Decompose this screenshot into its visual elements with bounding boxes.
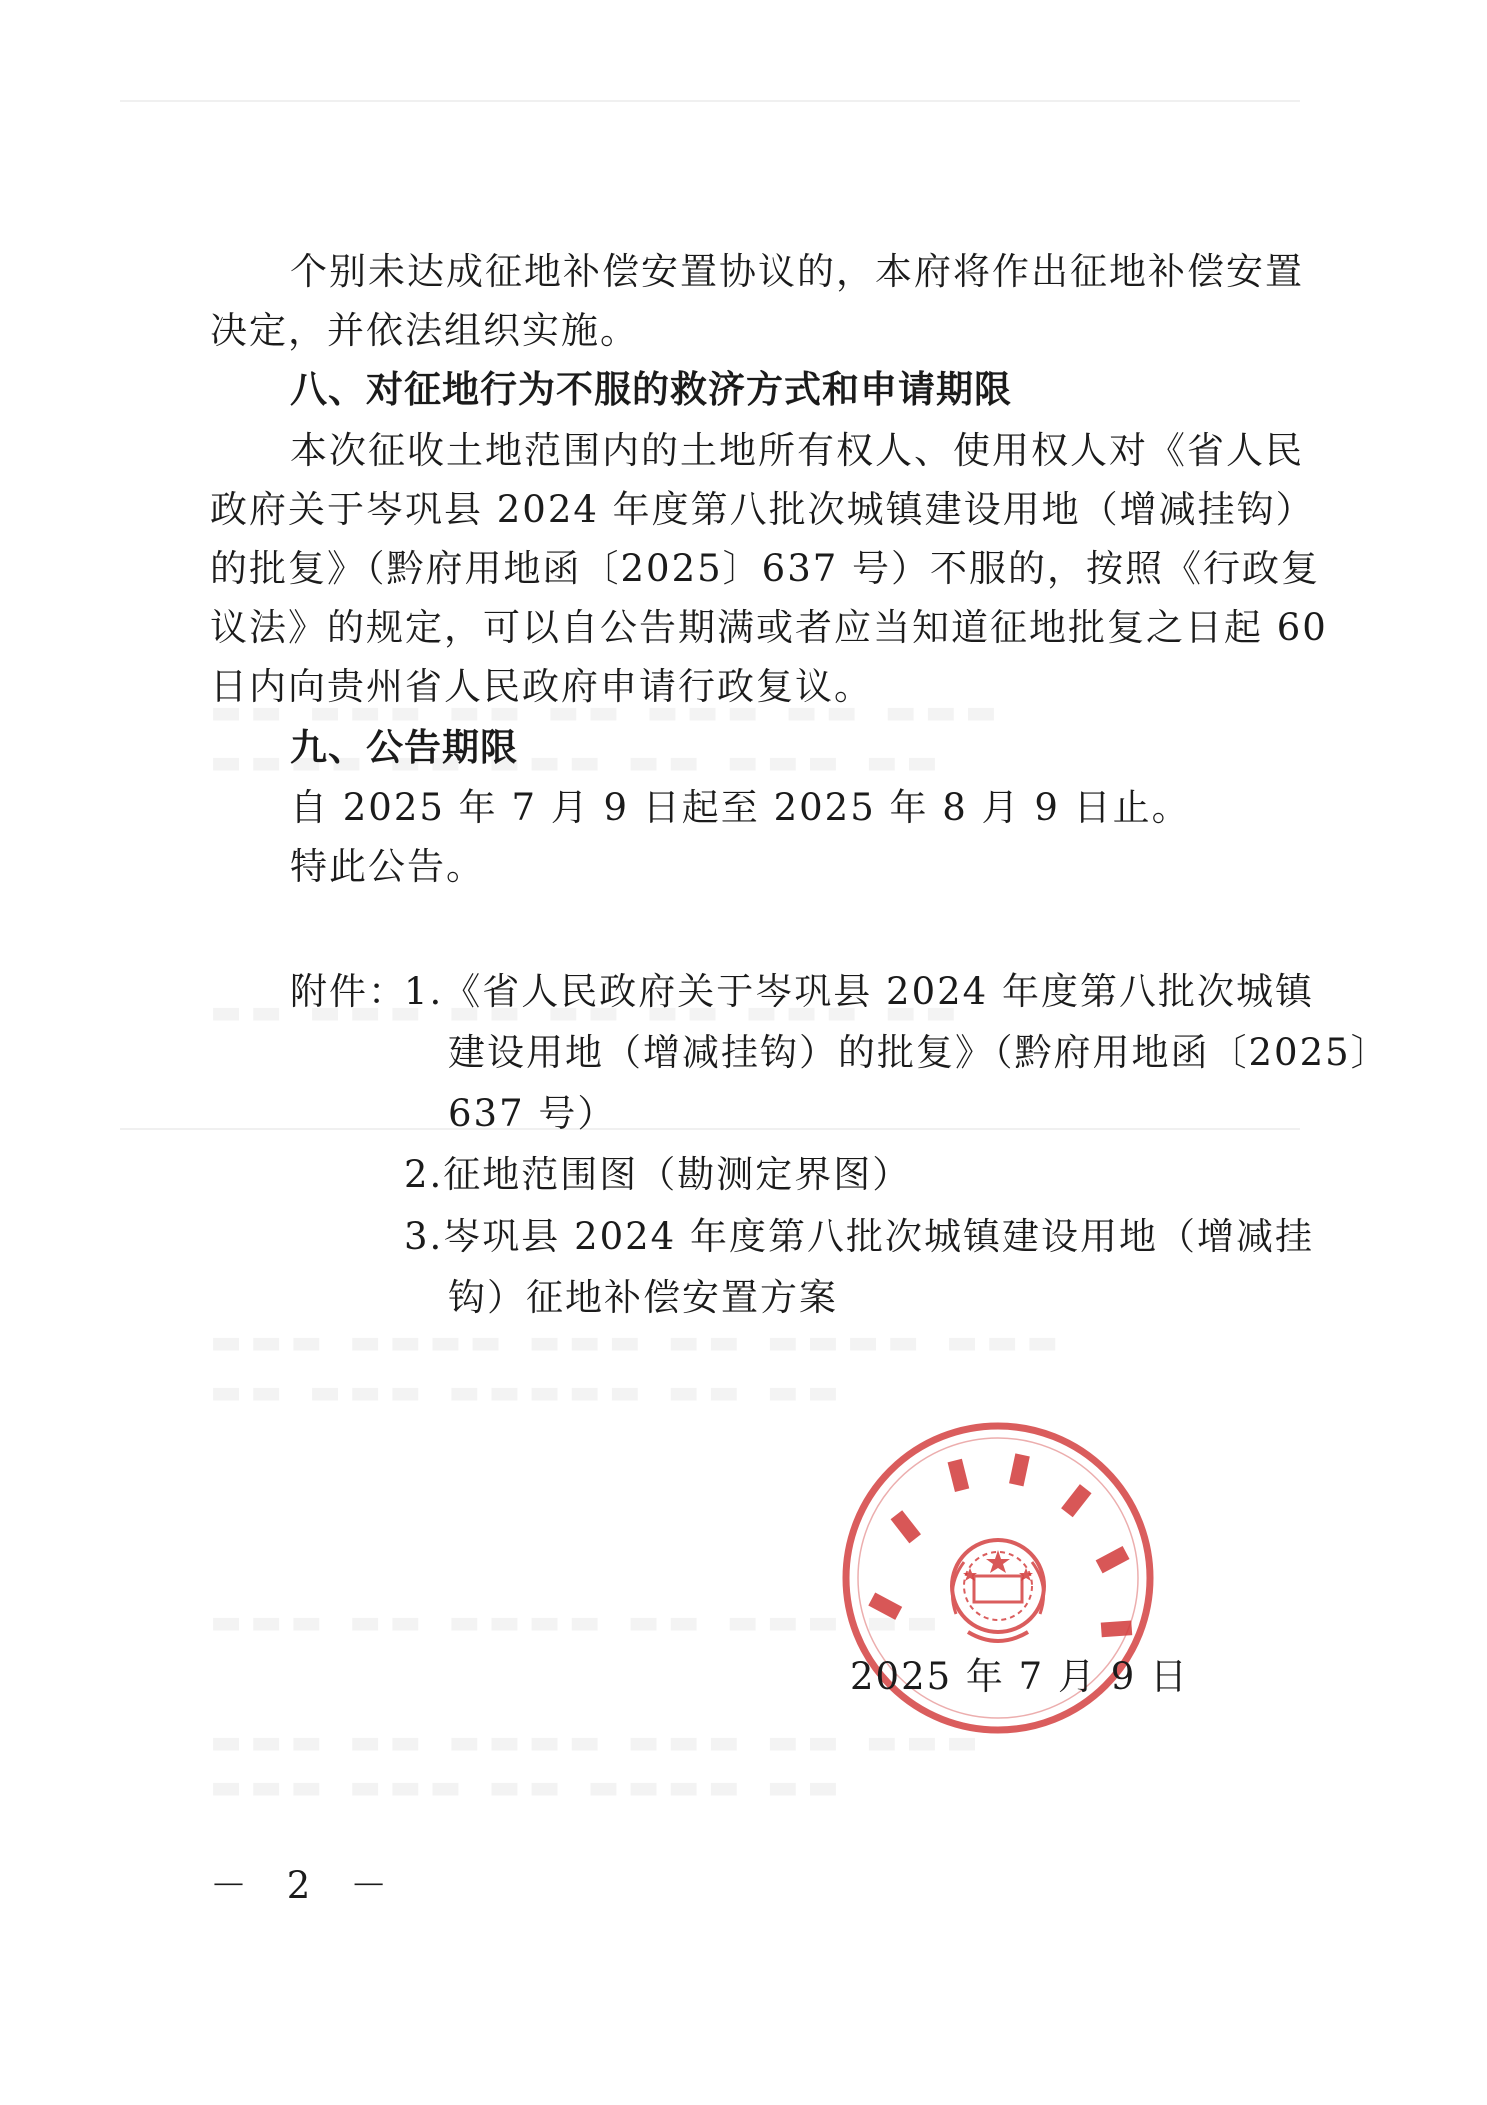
attachment-item-cont: 钩）征地补偿安置方案: [448, 1276, 838, 1319]
bleed-through-text: [210, 1320, 1270, 1364]
page-number: － 2 －: [210, 1864, 402, 1907]
body-line: 的批复》（黔府用地函〔2025〕637 号）不服的，按照《行政复: [210, 547, 1321, 590]
svg-text:▮: ▮: [881, 1499, 927, 1550]
attachment-item: 1.《省人民政府关于岑巩县 2024 年度第八批次城镇: [404, 970, 1314, 1013]
section-heading: 九、公告期限: [290, 726, 518, 769]
notice-period: 自 2025 年 7 月 9 日起至 2025 年 8 月 9 日止。: [290, 786, 1191, 829]
body-line: 日内向贵州省人民政府申请行政复议。: [210, 665, 873, 708]
section-heading: 八、对征地行为不服的救济方式和申请期限: [290, 368, 1012, 411]
body-line: 决定，并依法组织实施。: [210, 309, 639, 352]
svg-text:▮: ▮: [1089, 1538, 1141, 1580]
svg-text:▮: ▮: [1055, 1473, 1101, 1524]
body-line: 本次征收土地范围内的土地所有权人、使用权人对《省人民: [290, 429, 1304, 472]
scan-fold-line: [120, 1128, 1300, 1130]
bleed-through-text: [210, 1765, 1270, 1809]
bleed-through-text: [210, 1370, 1270, 1414]
attachment-item: 2.征地范围图（勘测定界图）: [404, 1153, 912, 1196]
attachments-label: 附件：: [290, 970, 407, 1013]
scan-fold-line: [120, 100, 1300, 102]
attachment-item-cont: 建设用地（增减挂钩）的批复》（黔府用地函〔2025〕: [448, 1031, 1390, 1074]
closing-text: 特此公告。: [290, 845, 485, 888]
svg-text:▮: ▮: [857, 1584, 909, 1626]
body-line: 个别未达成征地补偿安置协议的，本府将作出征地补偿安置: [290, 250, 1304, 293]
body-line: 政府关于岑巩县 2024 年度第八批次城镇建设用地（增减挂钩）: [210, 488, 1315, 531]
svg-text:▮: ▮: [1004, 1442, 1036, 1493]
svg-text:▮: ▮: [941, 1447, 975, 1498]
attachment-item-cont: 637 号）: [448, 1092, 617, 1135]
signature-date: 2025 年 7 月 9 日: [850, 1655, 1190, 1698]
svg-text:▮: ▮: [1095, 1616, 1143, 1642]
attachment-item: 3.岑巩县 2024 年度第八批次城镇建设用地（增减挂: [404, 1215, 1314, 1258]
body-line: 议法》的规定，可以自公告期满或者应当知道征地批复之日起 60: [210, 606, 1328, 649]
